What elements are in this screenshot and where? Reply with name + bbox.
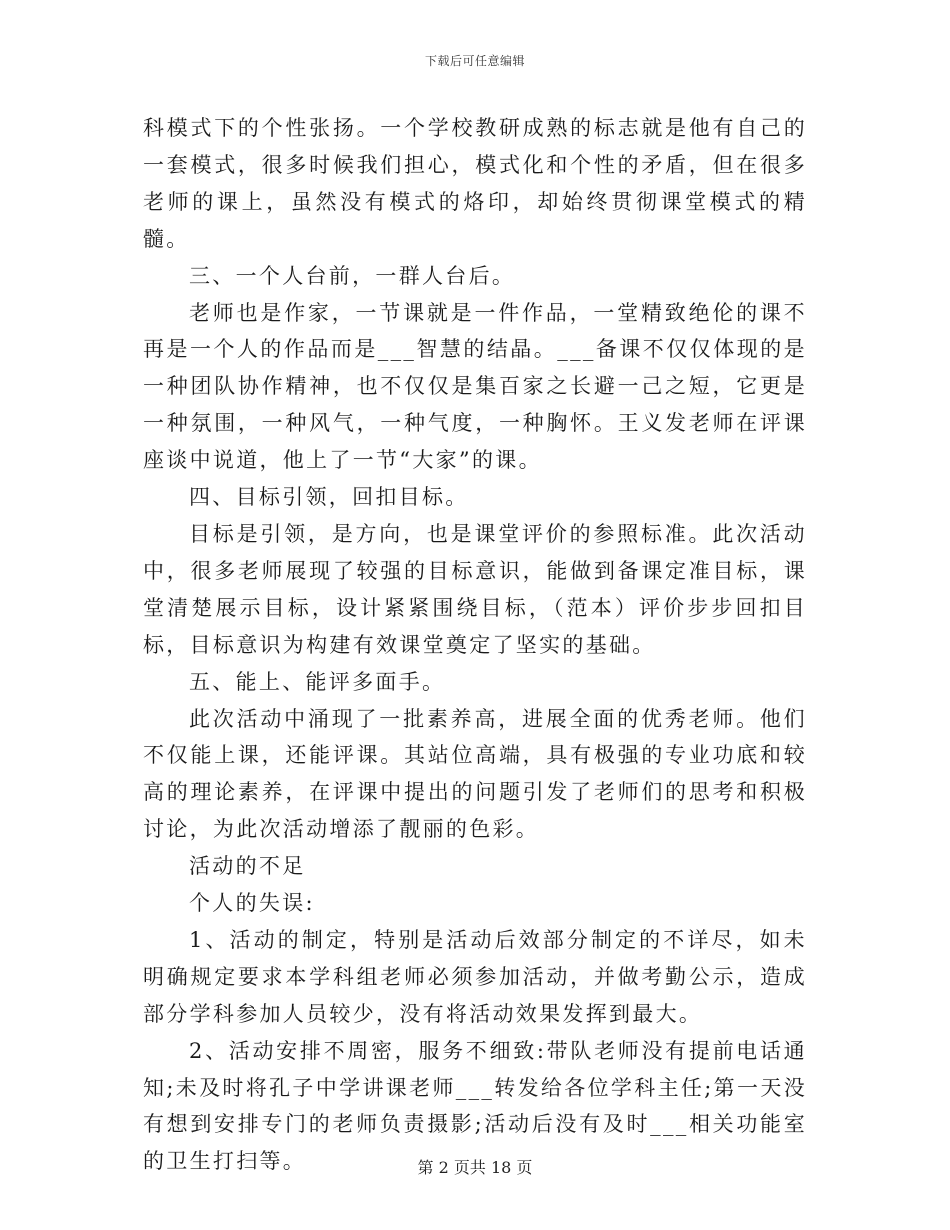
page-number: 第 2 页共 18 页 xyxy=(417,1158,533,1177)
page-header: 下载后可任意编辑 xyxy=(424,54,525,68)
document-body xyxy=(143,110,807,1180)
subheading-personal-errors: 个人的失误: xyxy=(189,891,315,916)
section-heading-4: 四、目标引领，回扣目标。 xyxy=(189,485,469,510)
section-heading-shortcomings: 活动的不足 xyxy=(189,854,306,879)
paragraph-7: 此次活动中涌现了一批素养高，进展全面的优秀老师。他们不仅能上课，还能评课。其站位高端，具有极强的专业功底和较高的理论素养，在评课中提出的问题引发了老师们的思考和积极讨论，为此次活动增添了靓丽的色彩。 xyxy=(143,706,807,842)
paragraph-1: 科模式下的个性张扬。一个学校教研成熟的标志就是他有自己的一套模式，很多时候我们担心，模式化和个性的矛盾，但在很多老师的课上，虽然没有模式的烙印，却始终贯彻课堂模式的精髓。 xyxy=(143,116,807,251)
paragraph-5: 目标是引领，是方向，也是课堂评价的参照标准。此次活动中，很多老师展现了较强的目标意识，能做到备课定准目标，课堂清楚展示目标，设计紧紧围绕目标，（范本）评价步步回扣目标，目标意识为构建有效课堂奠定了坚实的基础。 xyxy=(143,521,807,657)
section-heading-3: 三、一个人台前，一群人台后。 xyxy=(189,263,516,288)
section-heading-5: 五、能上、能评多面手。 xyxy=(189,669,446,694)
list-item-2: 2、活动安排不周密，服务不细致:带队老师没有提前电话通知;未及时将孔子中学讲课老师___转发给各位学科主任;第一天没有想到安排专门的老师负责摄影;活动后没有及时___相关功能室的卫生打扫等。 xyxy=(143,1038,807,1174)
paragraph-3: 老师也是作家，一节课就是一件作品，一堂精致绝伦的课不再是一个人的作品而是___智慧的结晶。___备课不仅仅体现的是一种团队协作精神，也不仅仅是集百家之长避一己之短，它更是一种氛围，一种风气，一种气度，一种胸怀。王义发老师在评课座谈中说道，他上了一节“大家”的课。 xyxy=(143,300,807,473)
list-item-1: 1、活动的制定，特别是活动后效部分制定的不详尽，如未明确规定要求本学科组老师必须参加活动，并做考勤公示，造成部分学科参加人员较少，没有将活动效果发挥到最大。 xyxy=(143,927,807,1026)
